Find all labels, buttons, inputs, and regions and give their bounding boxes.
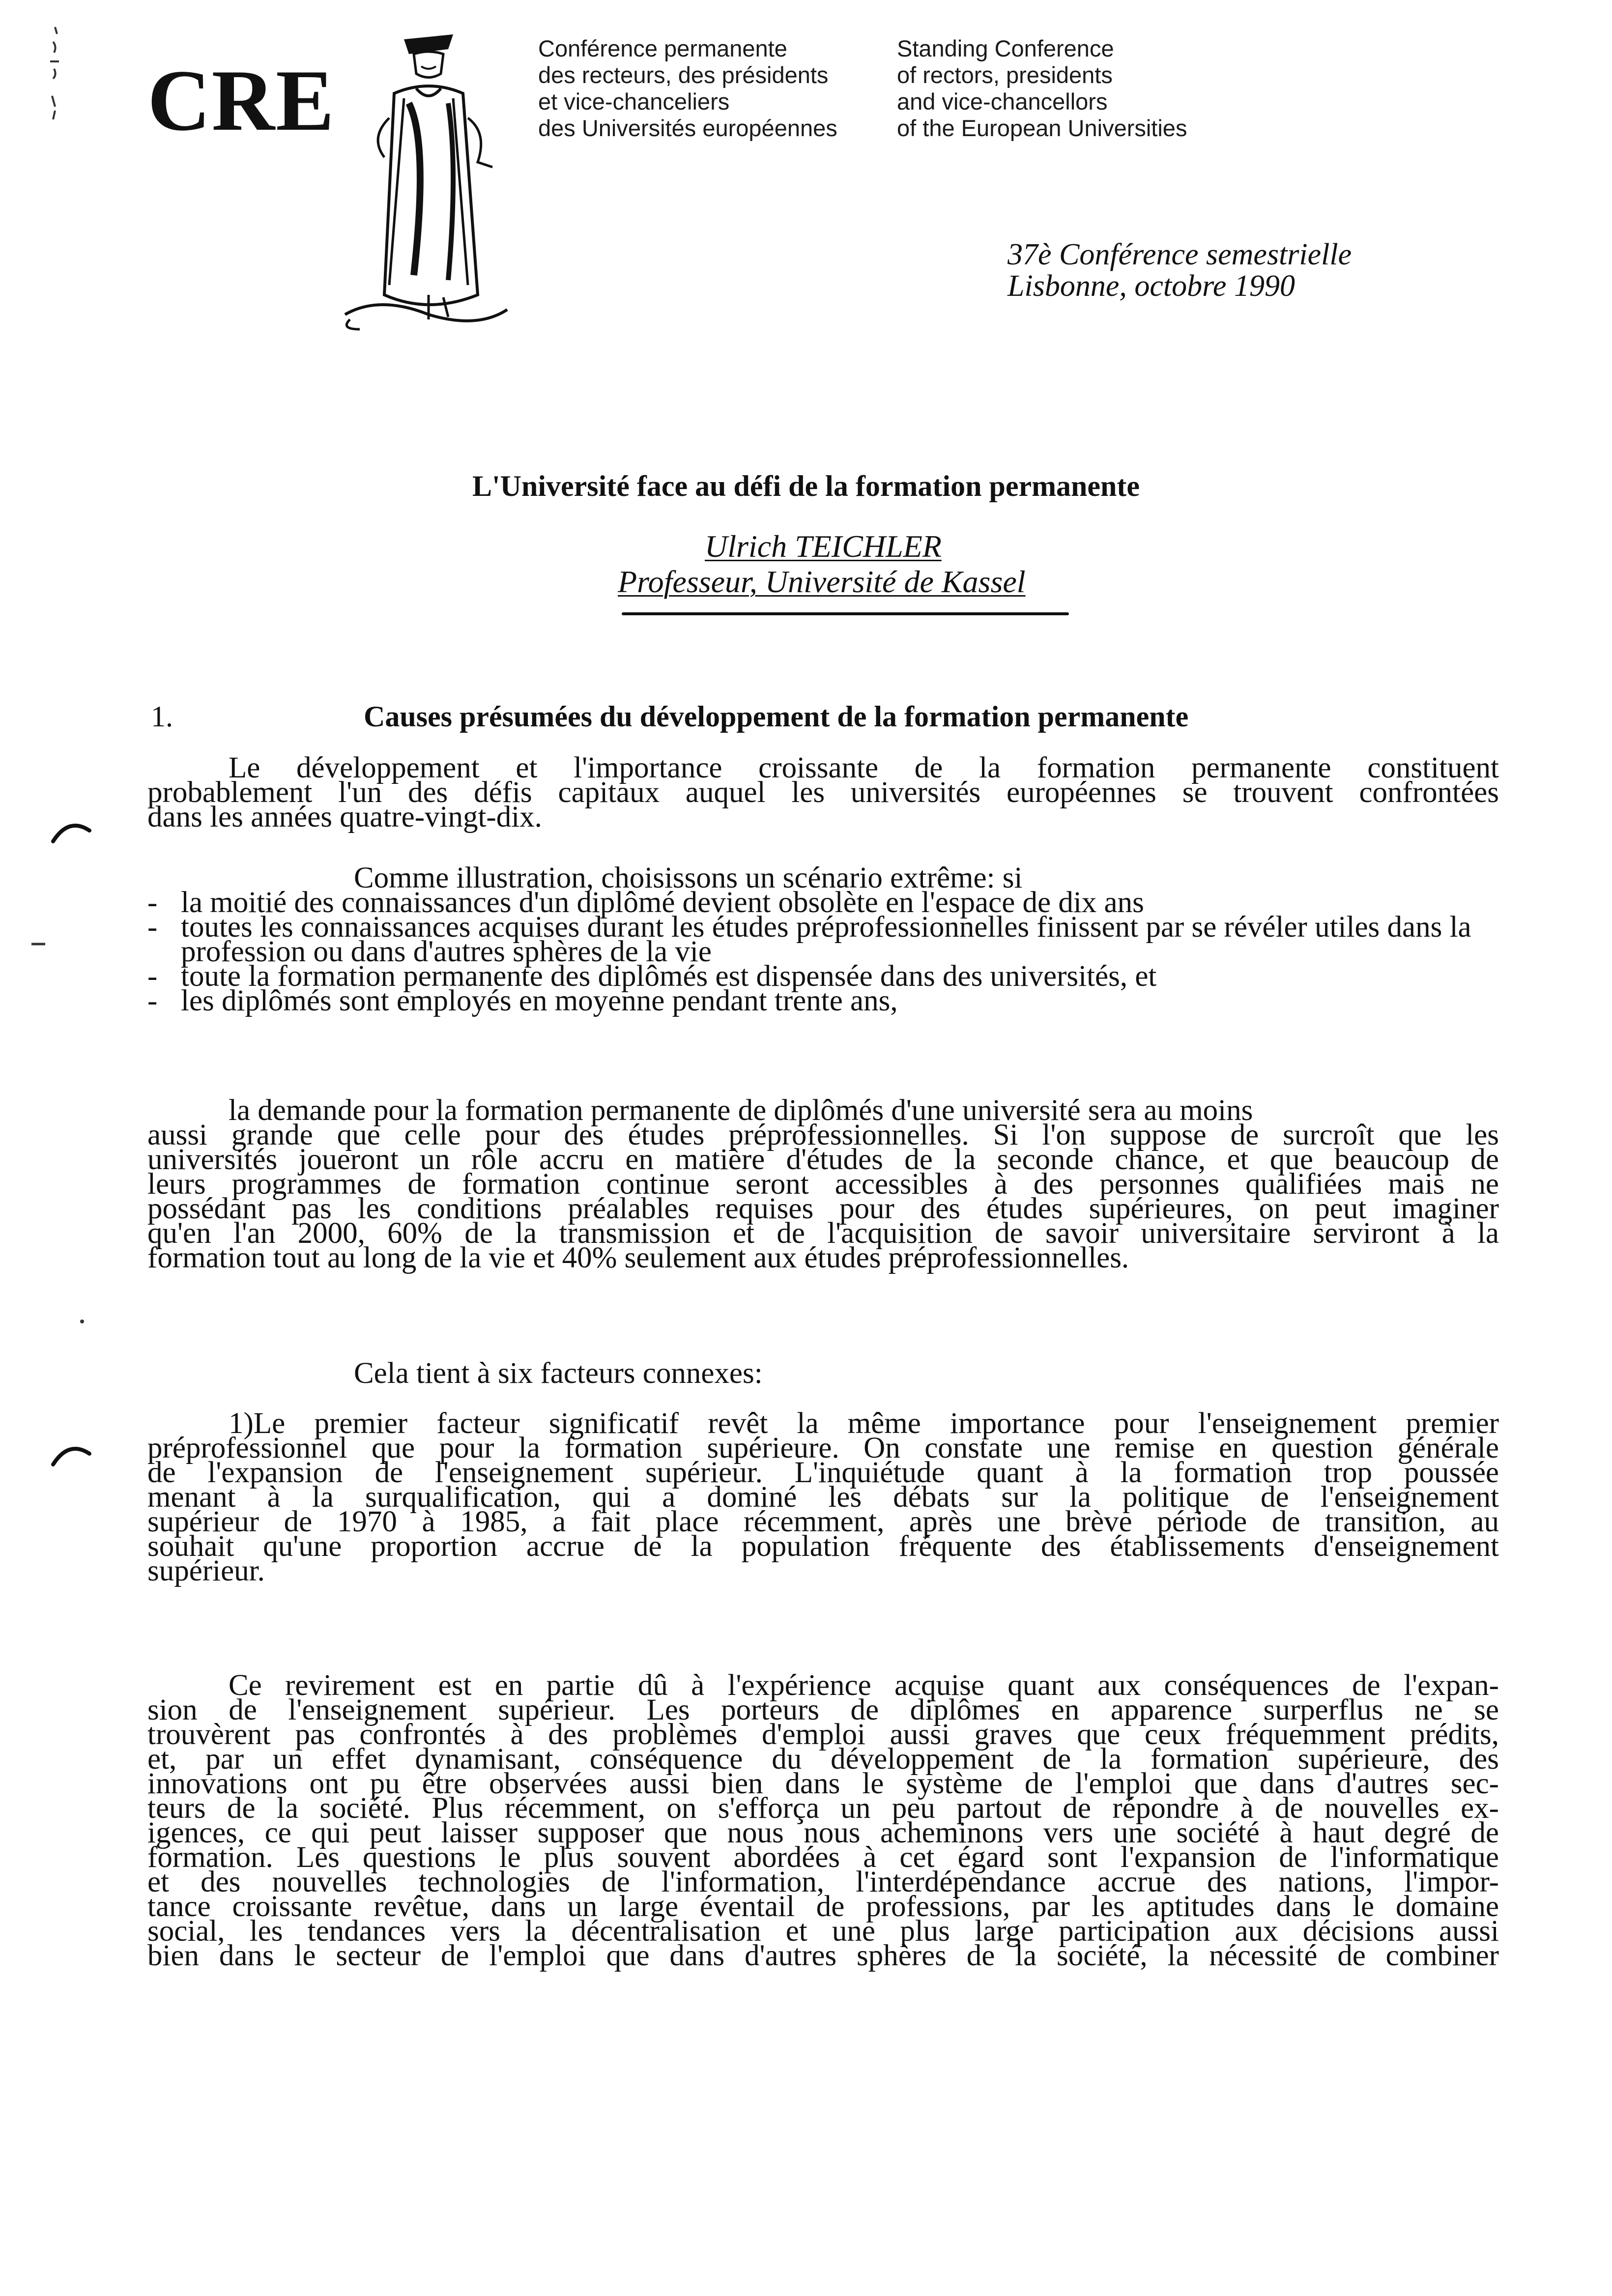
margin-dash-mark: [29, 942, 49, 947]
paragraph-5: [147, 1407, 1499, 1587]
text-line: tance croissante revêtue, dans un large éventail de professions, par les aptitudes dans le domaine: [147, 1890, 1499, 1923]
text-line: 1)Le premier facteur significatif revêt la même importance pour l'enseignement premier: [229, 1407, 1499, 1440]
text-line: trouvèrent pas confrontés à des problèmes d'emploi aussi graves que ceux fréquemment prédits,: [147, 1718, 1499, 1751]
text-line: supérieur de 1970 à 1985, a fait place récemment, après une brève période de transition, au: [147, 1505, 1499, 1538]
section-title: Causes présumées du développement de la formation permanente: [364, 700, 1189, 733]
paragraph-4: [147, 1357, 1499, 1390]
text-line: et des nouvelles technologies de l'information, l'interdépendance accrue des nations, l'impor-: [147, 1866, 1499, 1898]
section-number: 1.: [151, 700, 173, 733]
text-line: Le développement et l'importance croissante de la formation permanente constituent: [229, 751, 1499, 784]
header-en-line: of rectors, presidents: [897, 62, 1113, 88]
header-en-line: Standing Conference: [897, 35, 1114, 61]
text-line: Comme illustration, choisissons un scénario extrême: si: [354, 861, 1023, 894]
document-title: L'Université face au défi de la formation permanente: [472, 470, 1140, 502]
header-fr-line: des Universités européennes: [538, 115, 837, 141]
scenario-list: [147, 886, 1499, 1017]
text-line: formation tout au long de la vie et 40% seulement aux études préprofessionnelles.: [147, 1241, 1129, 1274]
text-line: bien dans le secteur de l'emploi que dans d'autres sphères de la société, la nécessité de combiner: [147, 1939, 1499, 1972]
text-line: probablement l'un des défis capitaux auquel les universités européennes se trouvent confrontées: [147, 776, 1499, 809]
cre-logo: CRE: [147, 52, 335, 149]
header-fr-line: et vice-chanceliers: [538, 88, 730, 115]
conference-line: Lisbonne, octobre 1990: [1008, 269, 1295, 303]
text-line: de l'expansion de l'enseignement supérieur. L'inquiétude quant à la formation trop poussée: [147, 1456, 1499, 1489]
margin-arc-mark: [49, 1439, 93, 1468]
text-line: sion de l'enseignement supérieur. Les porteurs de diplômes en apparence surperflus ne se: [147, 1693, 1499, 1726]
list-item: - la moitié des connaissances d'un diplômé devient obsolète en l'espace de dix ans: [147, 890, 1499, 915]
text-line: leurs programmes de formation continue seront accessibles à des personnes qualifiées mais ne: [147, 1168, 1499, 1201]
text-line: universités joueront un rôle accru en matière d'études de la seconde chance, et que beaucoup de: [147, 1143, 1499, 1176]
list-item: - les diplômés sont employés en moyenne pendant trente ans,: [147, 989, 1499, 1013]
header-fr-line: Conférence permanente: [538, 35, 787, 61]
text-line: possédant pas les conditions préalables requises pour des études supérieures, on peut imaginer: [147, 1192, 1499, 1225]
text-line: aussi grande que celle pour des études préprofessionnelles. Si l'on suppose de surcroît que les: [147, 1119, 1499, 1151]
text-line: teurs de la société. Plus récemment, on s'efforça un peu partout de répondre à de nouvelles ex-: [147, 1792, 1499, 1825]
paragraph-3: [147, 1094, 1499, 1274]
text-line: igences, ce qui peut laisser supposer que nous nous acheminons vers une société à haut degré de: [147, 1816, 1499, 1849]
paragraph-1: [147, 751, 1499, 833]
text-line: supérieur.: [147, 1554, 265, 1587]
conference-info: [1008, 239, 1352, 302]
text-line: Cela tient à six facteurs connexes:: [354, 1357, 763, 1390]
header-en-line: of the European Universities: [897, 115, 1187, 141]
text-line: préprofessionnel que pour la formation supérieure. On constate une remise en question générale: [147, 1432, 1499, 1464]
margin-scribble: [45, 22, 65, 125]
text-line: social, les tendances vers la décentralisation et une plus large participation aux décisions aussi: [147, 1915, 1499, 1948]
header-fr-line: des recteurs, des présidents: [538, 62, 829, 88]
header-en-line: and vice-chancellors: [897, 88, 1108, 115]
header-french-name: [538, 35, 837, 142]
paragraph-6: [147, 1669, 1499, 1972]
text-line: la demande pour la formation permanente de diplômés d'une université sera au moins: [229, 1094, 1253, 1127]
text-line: qu'en l'an 2000, 60% de la transmission et de l'acquisition de savoir universitaire serviront à la: [147, 1217, 1499, 1250]
author-name: Ulrich TEICHLER: [705, 529, 942, 564]
text-line: dans les années quatre-vingt-dix.: [147, 801, 542, 833]
list-item: - toute la formation permanente des diplômés est dispensée dans des universités, et: [147, 964, 1499, 989]
list-item: - toutes les connaissances acquises durant les études préprofessionnelles finissent par se révéler utiles dans la profession ou dans d'autres sphères de la vie: [147, 915, 1499, 964]
rector-figure-illustration: [330, 20, 527, 334]
text-line: menant à la surqualification, qui a dominé les débats sur la politique de l'enseignement: [147, 1481, 1499, 1514]
header-english-name: [897, 35, 1187, 142]
text-line: et, par un effet dynamisant, conséquence du développement de la formation supérieure, des: [147, 1743, 1499, 1776]
text-line: innovations ont pu être observées aussi bien dans le système de l'emploi que dans d'autres sec-: [147, 1767, 1499, 1800]
text-line: Ce revirement est en partie dû à l'expérience acquise quant aux conséquences de l'expan-: [229, 1669, 1499, 1702]
margin-dot-mark: [79, 1318, 86, 1325]
author-affiliation: Professeur, Université de Kassel: [618, 564, 1026, 599]
title-underline-rule: [622, 612, 1069, 615]
paragraph-2: [147, 861, 1499, 1017]
text-line: souhait qu'une proportion accrue de la population fréquente des établissements d'enseignement: [147, 1530, 1499, 1563]
text-line: formation. Les questions le plus souvent abordées à cet égard sont l'expansion de l'informatique: [147, 1841, 1499, 1874]
conference-line: 37è Conférence semestrielle: [1008, 238, 1352, 271]
margin-arc-mark: [49, 816, 93, 845]
